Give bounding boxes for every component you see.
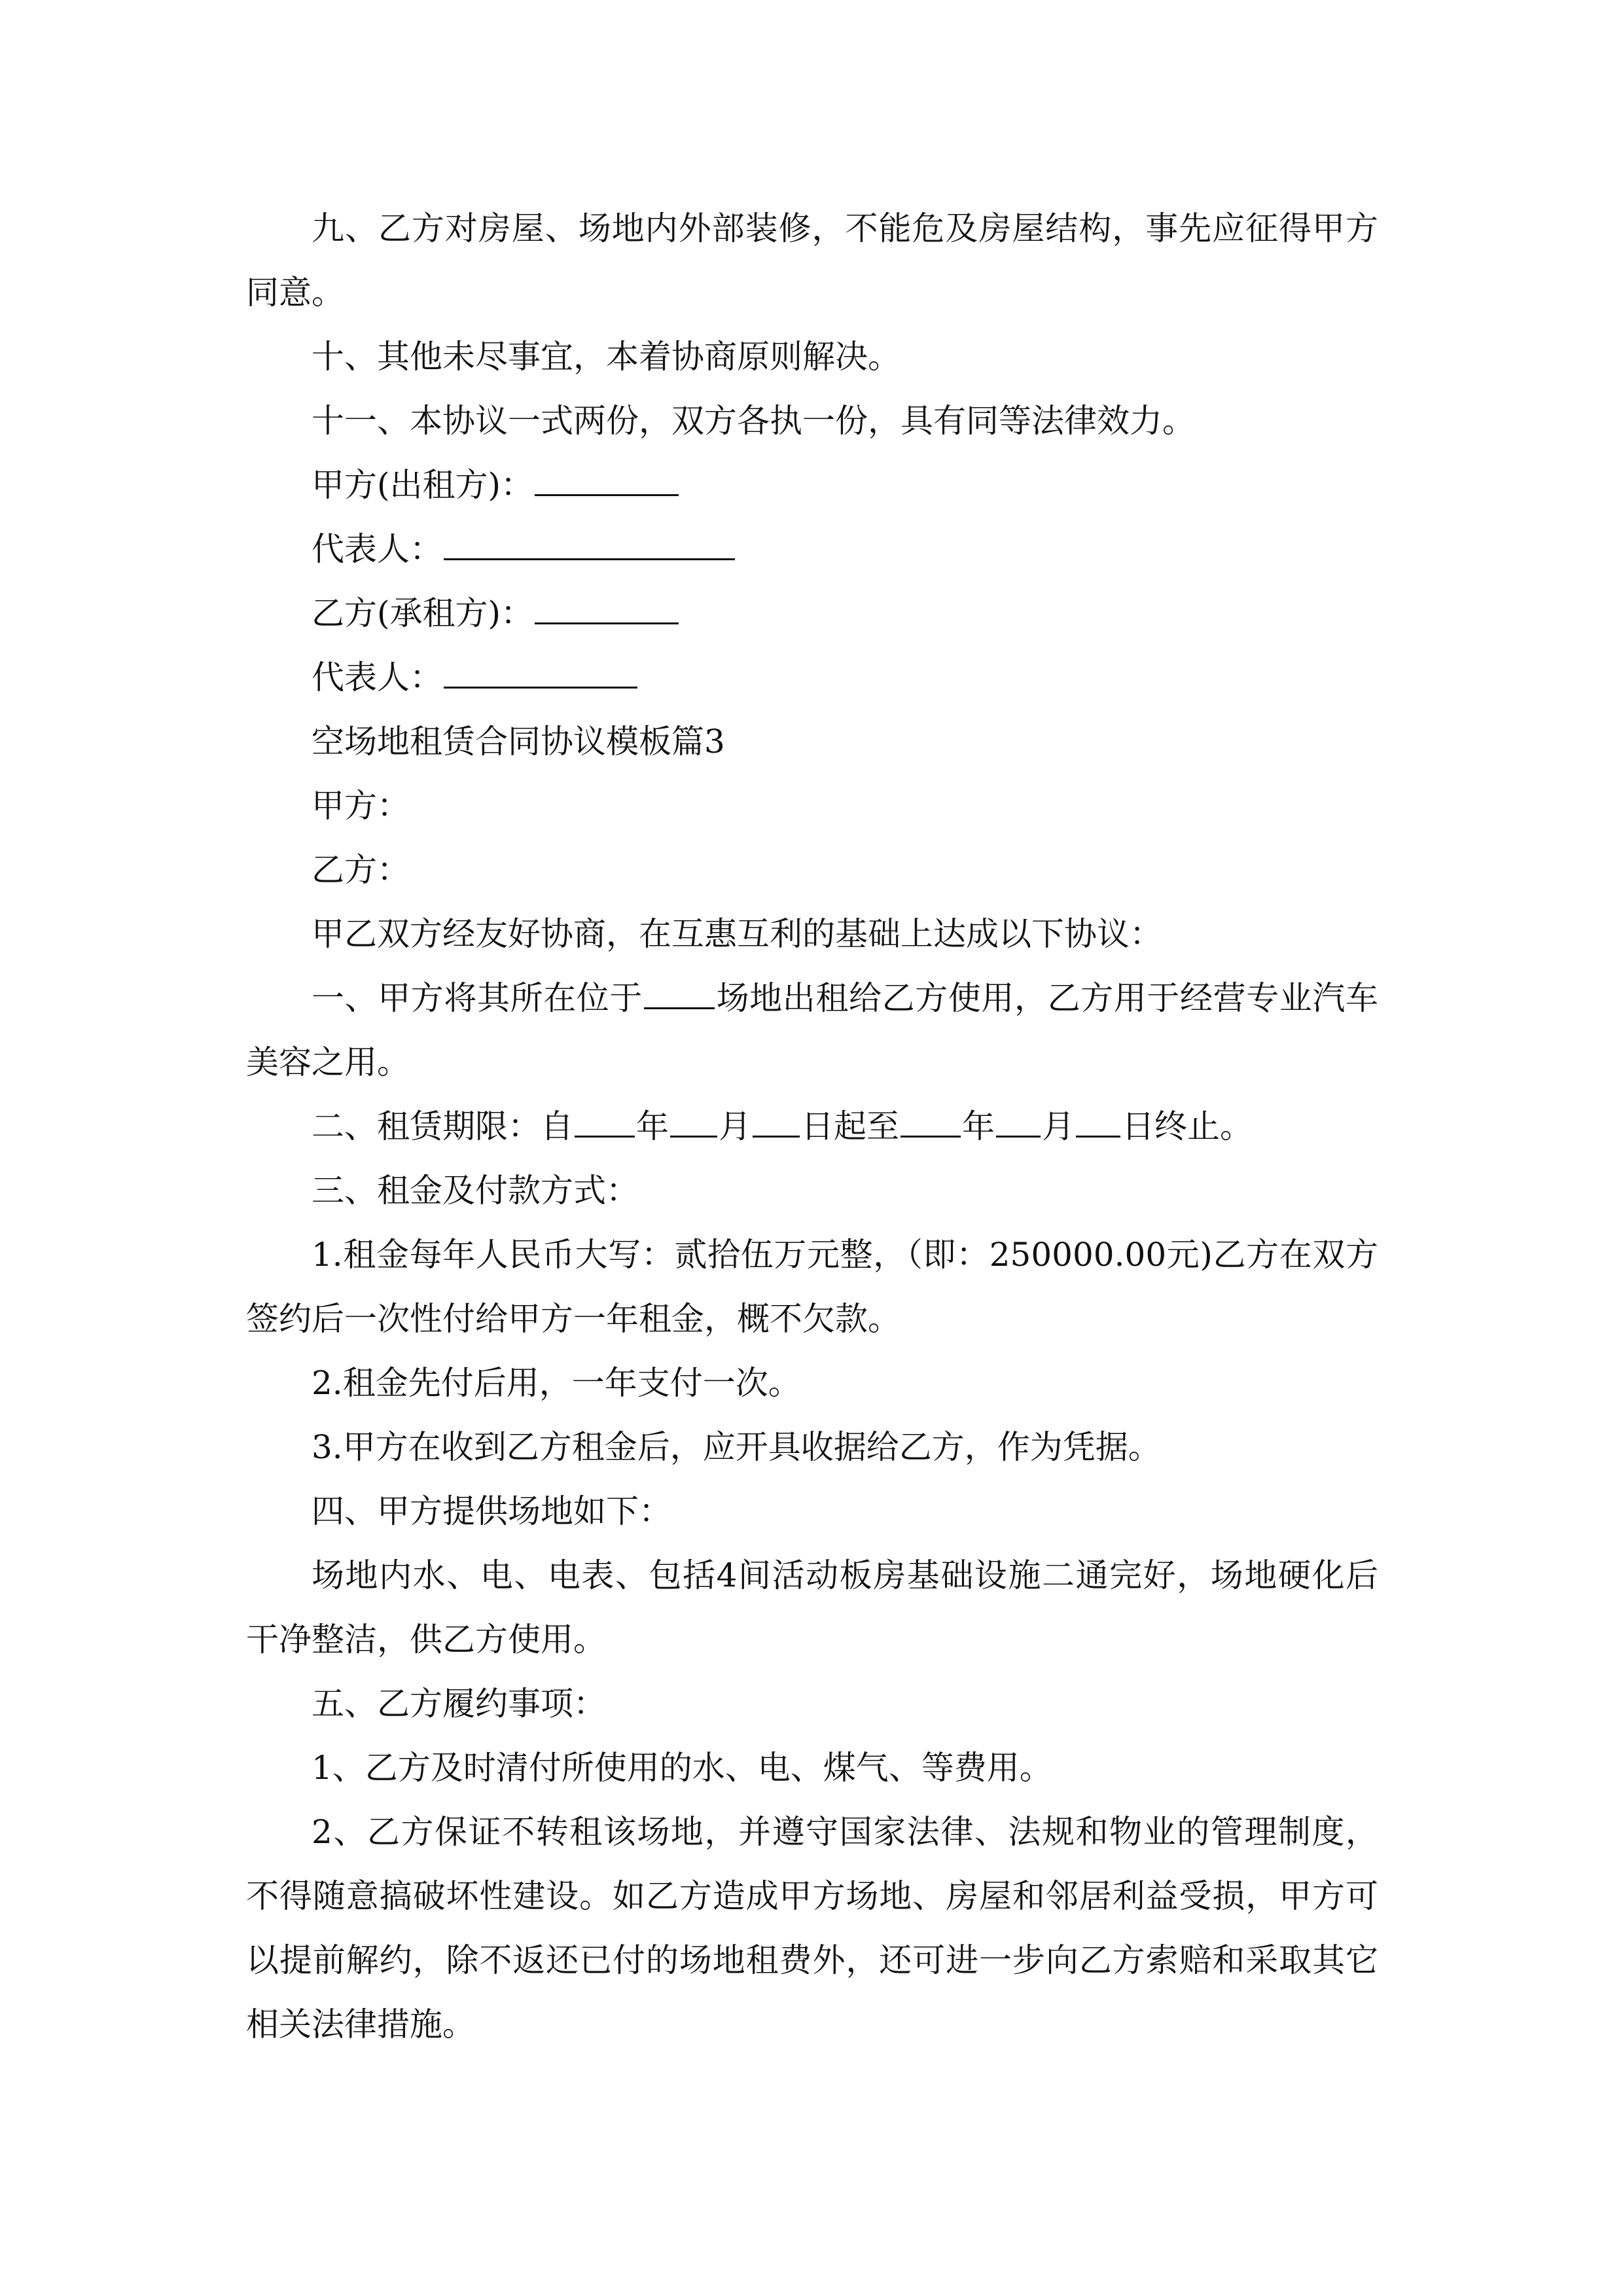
location-blank — [644, 971, 715, 1009]
agreement-intro: 甲乙双方经友好协商，在互惠互利的基础上达成以下协议： — [312, 915, 1162, 953]
rent-item-3: 3.甲方在收到乙方租金后，应开具收据给乙方，作为凭据。 — [312, 1428, 1161, 1466]
rent-item-1: 1.租金每年人民币大写：贰拾伍万元整，（即：250000.00元)乙方在双方签约后一次性付给甲方一年租金，概不欠款。 — [246, 1236, 1378, 1338]
end-day-blank — [1076, 1099, 1120, 1138]
party-a-line: 甲方： — [312, 787, 410, 825]
representative-a-label: 代表人： — [312, 530, 442, 568]
clause-11: 十一、本协议一式两份，双方各执一份，具有同等法律效力。 — [312, 402, 1195, 440]
representative-b-label: 代表人： — [312, 658, 442, 696]
start-year-blank — [575, 1099, 635, 1138]
rent-item-2: 2.租金先付后用，一年支付一次。 — [312, 1364, 801, 1402]
end-month-label: 月 — [1042, 1107, 1075, 1145]
party-b-lessee-blank — [535, 586, 679, 624]
start-day-label: 日起至 — [801, 1107, 899, 1145]
start-month-blank — [670, 1099, 717, 1138]
clause-9: 九、乙方对房屋、场地内外部装修，不能危及房屋结构，事先应征得甲方同意。 — [246, 209, 1378, 312]
clause-1-location — [246, 966, 1378, 1094]
party-b-line: 乙方： — [312, 851, 410, 889]
clause-3-rent-payment: 三、租金及付款方式： — [312, 1172, 639, 1210]
party-b-lessee-signature-line — [246, 581, 1378, 645]
end-month-blank — [996, 1099, 1041, 1138]
representative-b-blank — [444, 650, 637, 689]
party-b-lessee-label: 乙方(承租方)： — [312, 594, 534, 632]
site-description: 场地内水、电、电表、包括4间活动板房基础设施二通完好，场地硬化后干净整洁，供乙方使用。 — [246, 1556, 1378, 1659]
end-year-blank — [901, 1099, 961, 1138]
representative-b-signature-line — [246, 645, 1378, 709]
party-a-lessor-signature-line — [246, 453, 1378, 517]
document-body — [246, 196, 1378, 2056]
clause-5-obligations: 五、乙方履约事项： — [312, 1685, 606, 1723]
start-year-label: 年 — [636, 1107, 669, 1145]
obligation-item-2: 2、乙方保证不转租该场地，并遵守国家法律、法规和物业的管理制度，不得随意搞破坏性建设。如乙方造成甲方场地、房屋和邻居利益受损，甲方可以提前解约，除不返还已付的场地租费外，还可进一步向乙方索赔和采取其它相关法律措施。 — [246, 1813, 1378, 2043]
representative-a-signature-line — [246, 517, 1378, 581]
clause-4-site-provided: 四、甲方提供场地如下： — [312, 1492, 671, 1530]
end-day-label: 日终止。 — [1122, 1107, 1253, 1145]
party-a-lessor-label: 甲方(出租方)： — [312, 466, 534, 504]
start-month-label: 月 — [719, 1107, 751, 1145]
clause-2-lease-term — [246, 1094, 1378, 1158]
clause-1-text-b: 场地出租给乙方使用，乙方用于经营专业汽车美容之用。 — [246, 979, 1378, 1081]
lease-term-label: 二、租赁期限：自 — [312, 1107, 573, 1145]
clause-1-text-a: 一、甲方将其所在位于 — [312, 979, 643, 1017]
clause-10: 十、其他未尽事宜，本着协商原则解决。 — [312, 338, 901, 376]
section-heading: 空场地租赁合同协议模板篇3 — [312, 723, 725, 761]
start-day-blank — [753, 1099, 800, 1138]
representative-a-blank — [444, 522, 735, 560]
obligation-item-1: 1、乙方及时清付所使用的水、电、煤气、等费用。 — [312, 1749, 1052, 1787]
party-a-lessor-blank — [535, 457, 679, 496]
end-year-label: 年 — [962, 1107, 995, 1145]
